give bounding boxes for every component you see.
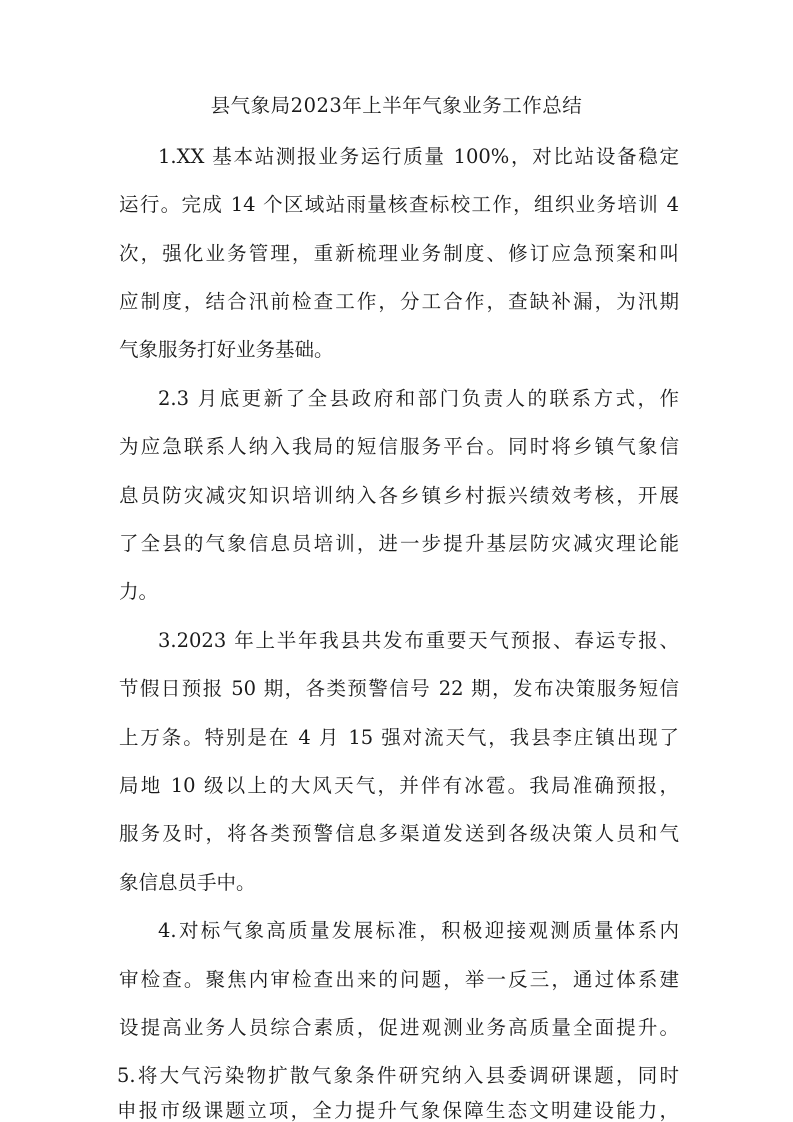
paragraph-line: 设提高业务人员综合素质，促进观测业务高质量全面提升。	[119, 1016, 679, 1039]
paragraph-line: 1.XX 基本站测报业务运行质量 100%，对比站设备稳定	[158, 145, 679, 168]
document-title: 县气象局2023年上半年气象业务工作总结	[210, 94, 583, 117]
paragraph-line: 力。	[119, 580, 159, 603]
paragraph-line: 应制度，结合汛前检查工作，分工合作，查缺补漏，为汛期	[119, 290, 679, 313]
paragraph-line: 审检查。聚焦内审检查出来的问题，举一反三，通过体系建	[119, 968, 679, 991]
paragraph-line: 为应急联系人纳入我局的短信服务平台。同时将乡镇气象信	[119, 435, 679, 458]
paragraph-line: 申报市级课题立项，全力提升气象保障生态文明建设能力，	[117, 1099, 679, 1122]
paragraph-line: 服务及时，将各类预警信息多渠道发送到各级决策人员和气	[119, 822, 679, 845]
paragraph-line: 运行。完成 14 个区域站雨量核查标校工作，组织业务培训 4	[119, 193, 679, 216]
paragraph-line: 气象服务打好业务基础。	[119, 338, 334, 361]
paragraph-line: 象信息员手中。	[119, 871, 256, 894]
paragraph-line: 局地 10 级以上的大风天气，并伴有冰雹。我局准确预报，	[119, 774, 679, 797]
paragraph-line: 节假日预报 50 期，各类预警信号 22 期，发布决策服务短信	[119, 677, 679, 700]
paragraph-line: 3.2023 年上半年我县共发布重要天气预报、春运专报、	[158, 629, 679, 652]
paragraph-line: 次，强化业务管理，重新梳理业务制度、修订应急预案和叫	[119, 242, 679, 265]
paragraph-line: 2.3 月底更新了全县政府和部门负责人的联系方式，作	[158, 387, 679, 410]
paragraph-line: 了全县的气象信息员培训，进一步提升基层防灾减灾理论能	[119, 532, 679, 555]
paragraph-line: 4.对标气象高质量发展标准，积极迎接观测质量体系内	[158, 919, 679, 942]
paragraph-line: 5.将大气污染物扩散气象条件研究纳入县委调研课题，同时	[117, 1064, 679, 1087]
paragraph-line: 息员防灾减灾知识培训纳入各乡镇乡村振兴绩效考核，开展	[119, 484, 679, 507]
paragraph-line: 上万条。特别是在 4 月 15 强对流天气，我县李庄镇出现了	[119, 726, 679, 749]
